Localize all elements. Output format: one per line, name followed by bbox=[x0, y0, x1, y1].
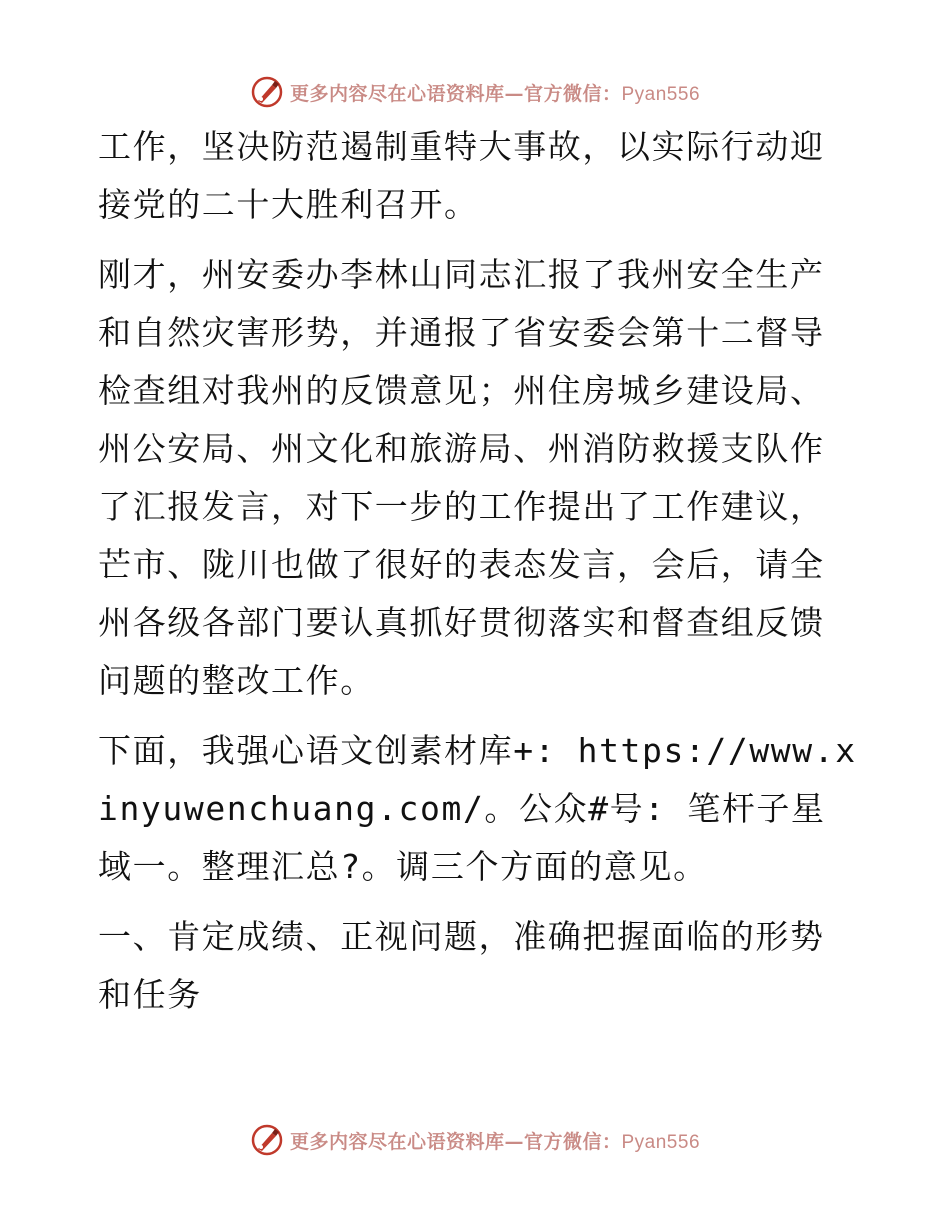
document-body bbox=[98, 118, 858, 1024]
paragraph-2: 刚才，州安委办李林山同志汇报了我州安全生产和自然灾害形势，并通报了省安委会第十二督导检查组对我州的反馈意见；州住房城乡建设局、州公安局、州文化和旅游局、州消防救援支队作了汇报发言，对下一步的工作提出了工作建议，芒市、陇川也做了很好的表态发言，会后，请全州各级各部门要认真抓好贯彻落实和督查组反馈问题的整改工作。 bbox=[98, 255, 825, 700]
paragraph-3: 下面，我强心语文创素材库+: https://www.xinyuwenchuang.com/。公众#号: 笔杆子星域一。整理汇总?。调三个方面的意见。 bbox=[98, 731, 857, 886]
section-heading: 一、肯定成绩、正视问题，准确把握面临的形势和任务 bbox=[98, 917, 825, 1014]
footer-watermark bbox=[0, 1120, 950, 1160]
watermark-text: 更多内容尽在心语资料库—官方微信：Pyan556 bbox=[289, 82, 701, 105]
watermark-text: 更多内容尽在心语资料库—官方微信：Pyan556 bbox=[289, 1130, 701, 1153]
paragraph-1: 工作，坚决防范遏制重特大事故，以实际行动迎接党的二十大胜利召开。 bbox=[98, 127, 825, 224]
pen-logo-icon bbox=[250, 1123, 284, 1157]
pen-logo-icon bbox=[250, 75, 284, 109]
header-watermark bbox=[0, 72, 950, 112]
